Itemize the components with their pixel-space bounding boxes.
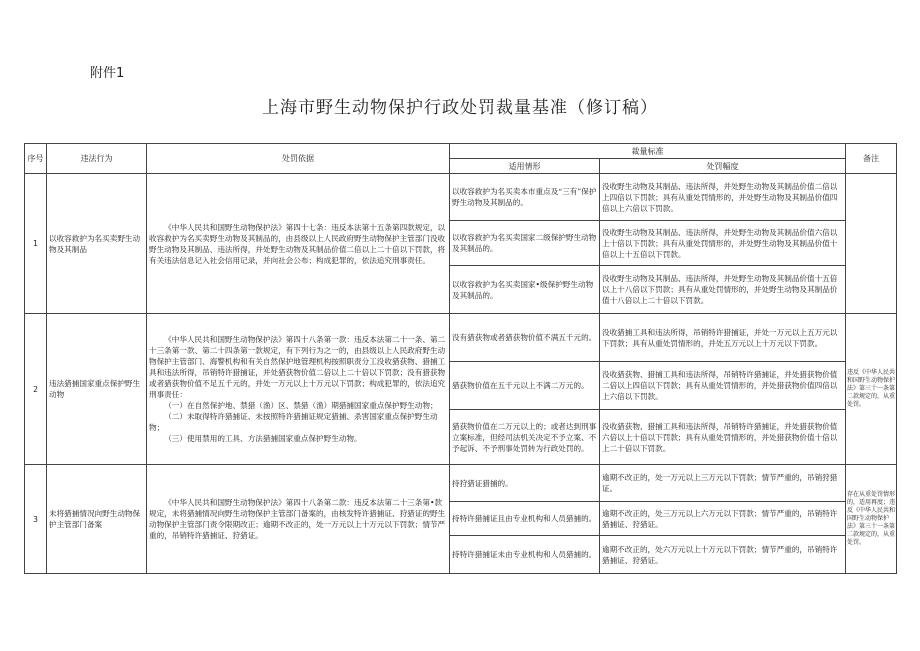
document-title: 上海市野生动物保护行政处罚裁量基准（修订稿）: [262, 98, 658, 118]
range-cell: 没收猎获物、猎捕工具和违法所得，吊销特许猎捕证，并处猎获物价值六倍以上十倍以下罚款；具有从重处罚情形的，并处猎获物价值十倍以上二十倍以下罚款。: [600, 410, 846, 465]
remark-cell: 违反《中华人民共和国野生动物保护法》第三十一条第二款规定的，从重处罚。: [846, 314, 897, 465]
violation-cell: 以收容救护为名买卖野生动物及其制品: [47, 174, 147, 314]
header-remark: 备注: [846, 144, 897, 174]
basis-paragraph: （三）使用禁用的工具、方法猎捕国家重点保护野生动物。: [164, 434, 362, 443]
header-standard: 裁量标准: [450, 144, 846, 159]
attachment-label: 附件1: [90, 66, 125, 81]
penalty-standard-table: [24, 143, 897, 574]
row-seq: 2: [25, 314, 47, 465]
remark-cell: 存在从重处罚情形的，适用再度；违反《中华人民共和国野生动物保护法》第三十一条第二款规定的，从重处罚。: [846, 465, 897, 574]
range-cell: 逾期不改正的，处六万元以上十万元以下罚款；情节严重的，吊销特许猎捕证、狩猎证。: [600, 536, 846, 574]
header-violation: 违法行为: [47, 144, 147, 174]
situation-cell: 以收容救护为名买卖国家•级保护野生动物及其制品的。: [450, 266, 600, 314]
row-seq: 1: [25, 174, 47, 314]
range-cell: 没收野生动物及其制品、违法所得，并处野生动物及其制品价值六倍以上十倍以下罚款；具有从重处罚情形的，并处野生动物及其制品价值十倍以上十五倍以下罚款。: [600, 221, 846, 266]
header-situation: 适用情形: [450, 159, 600, 174]
basis-paragraph: （一）在自然保护地、禁猎（渔）区、禁猎（渔）期猎捕国家重点保护野生动物；: [164, 401, 438, 410]
situation-cell: 持狩猎证猎捕的。: [450, 465, 600, 502]
situation-cell: 持特许猎捕证未由专业机构和人员猎捕的。: [450, 536, 600, 574]
remark-cell: [846, 174, 897, 314]
situation-cell: 猎获物价值在二万元以上的；或者达到刑事立案标准，但经司法机关决定不予立案、不予起诉、不予刑事处罚转为行政处罚的。: [450, 410, 600, 465]
table-row: [25, 314, 897, 362]
row-seq: 3: [25, 465, 47, 574]
table-row: [25, 465, 897, 502]
basis-cell: 《中华人民共和国野生动物保护法》第四十八条第二款：违反本法第二十三条第•款规定，未将猎捕情况向野生动物保护主管部门备案的，由核发特许猎捕证、狩猎证的野生动物保护主管部门责令限期改正；逾期不改正的，处一万元以上十万元以下罚款；情节严重的，吊销特许猎捕证、狩猎证。: [147, 465, 450, 574]
range-cell: 没收猎捕工具和违法所得，吊销特许猎捕证，并处一万元以上五万元以下罚款；具有从重处罚情形的，并处五万元以上十万元以下罚款。: [600, 314, 846, 362]
violation-cell: 违法猎捕国家重点保护野生动物: [47, 314, 147, 465]
range-cell: 逾期不改正的，处三万元以上六万元以下罚款；情节严重的，吊销特许猎捕证、狩猎证。: [600, 502, 846, 536]
situation-cell: 没有猎获物或者猎获物价值不满五千元的。: [450, 314, 600, 362]
range-cell: 没收野生动物及其制品、违法所得，并处野生动物及其制品价值十五倍以上十八倍以下罚款；具有从重处罚情形的，并处野生动物及其制品价值十八倍以上二十倍以下罚款。: [600, 266, 846, 314]
range-cell: 没收猎获物、猎捕工具和违法所得，吊销特许猎捕证，并处猎获物价值二倍以上四倍以下罚款；具有从重处罚情形的，并处猎获物价值四倍以上六倍以下罚款。: [600, 362, 846, 410]
range-cell: 没收野生动物及其制品、违法所得，并处野生动物及其制品价值二倍以上四倍以下罚款；具有从重处罚情形的，并处野生动物及其制品价值四倍以上六倍以下罚款。: [600, 174, 846, 221]
range-cell: 逾期不改正的，处一万元以上三万元以下罚款；情节严重的，吊销狩猎证。: [600, 465, 846, 502]
table-row: [25, 174, 897, 221]
situation-cell: 以收容救护为名买卖本市重点及“三有”保护野生动物及其制品的。: [450, 174, 600, 221]
basis-paragraph: （二）未取得特许猎捕证、未按照特许猎捕证规定猎捕、杀害国家重点保护野生动物；: [149, 412, 438, 432]
violation-cell: 未将猎捕情况向野生动物保护主管部门备案: [47, 465, 147, 574]
basis-cell: 《中华人民共和国野生动物保护法》第四十七条：违反本法第十五条第四款规定，以收容救护为名买卖野生动物及其制品的，由县级以上人民政府野生动物保护主管部门没收野生动物及其制品、违法所得，并处野生动物及其制品价值二倍以上二十倍以下罚款，将有关违法信息记入社会信用记录，并向社会公布；构成犯罪的，依法追究刑事责任。: [147, 174, 450, 314]
situation-cell: 持特许猎捕证且由专业机构和人员猎捕的。: [450, 502, 600, 536]
header-seq: 序号: [25, 144, 47, 174]
situation-cell: 猎获物价值在五千元以上不满二万元的。: [450, 362, 600, 410]
basis-cell: [147, 314, 450, 465]
basis-paragraph: 《中华人民共和国野生动物保护法》第四十八条第一款：违反本法第二十一条、第二十三条第一款、第二十四条第一款规定，有下列行为之一的，由县级以上人民政府野生动物保护主管部门、海警机构和有关自然保护地管理机构按照职责分工没收猎获物、猎捕工具和违法所得，吊销特许猎捕证，并处猎获物价值二倍以上二十倍以下罚款；没有猎获物或者猎获物价值不足五千元的，并处一万元以上十万元以下罚款；构成犯罪的，依法追究刑事责任：: [149, 335, 446, 399]
situation-cell: 以收容救护为名买卖国家二级保护野生动物及其制品的。: [450, 221, 600, 266]
header-basis: 处罚依据: [147, 144, 450, 174]
header-range: 处罚幅度: [600, 159, 846, 174]
